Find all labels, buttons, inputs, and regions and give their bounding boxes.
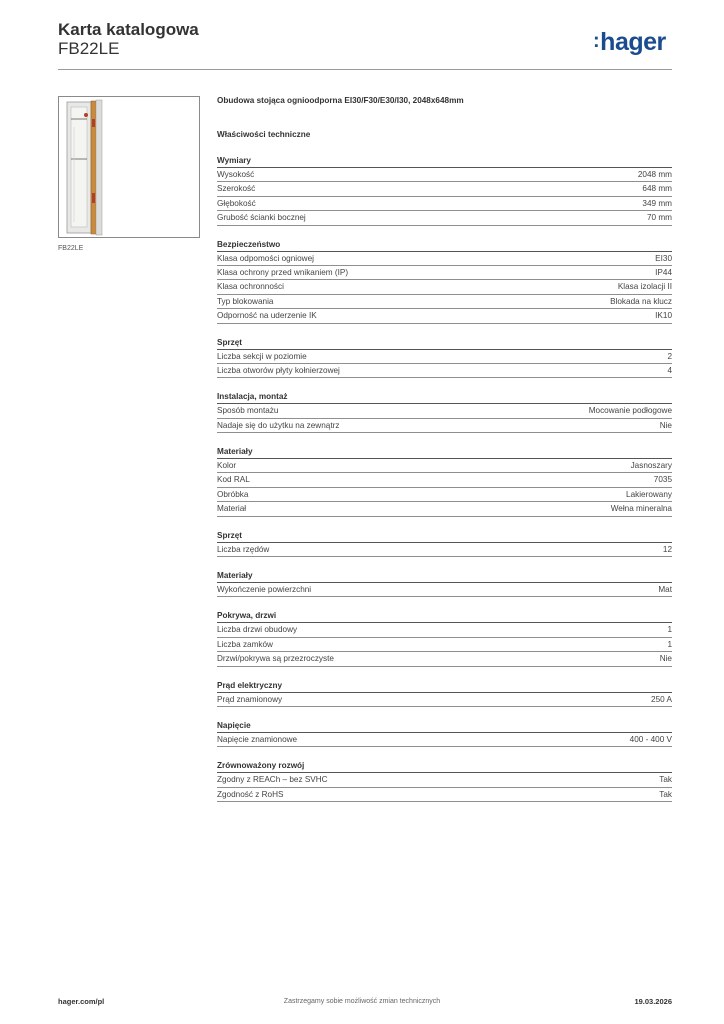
section-title: Wymiary <box>217 155 672 168</box>
spec-value: 250 A <box>651 694 672 704</box>
spec-row <box>217 252 672 266</box>
spec-section <box>217 155 672 226</box>
cabinet-illustration <box>59 97 199 237</box>
spec-label: Wysokość <box>217 170 255 179</box>
spec-row <box>217 211 672 225</box>
spec-row <box>217 788 672 802</box>
product-image <box>58 96 200 238</box>
page-title: Karta katalogowa <box>58 20 199 39</box>
section-title: Zrównoważony rozwój <box>217 760 672 773</box>
spec-row <box>217 502 672 516</box>
spec-label: Nadaje się do użytku na zewnątrz <box>217 420 340 430</box>
spec-section <box>217 680 672 707</box>
spec-value: Jasnoszary <box>630 461 672 471</box>
spec-row <box>217 652 672 666</box>
spec-row <box>217 182 672 196</box>
spec-value: EI30 <box>655 253 672 263</box>
spec-value: 2 <box>667 351 672 361</box>
product-description: Obudowa stojąca ognioodporna EI30/F30/E30/I30, 2048x648mm <box>217 96 464 105</box>
image-caption: FB22LE <box>58 245 84 252</box>
spec-row <box>217 197 672 211</box>
section-title: Materiały <box>217 446 672 459</box>
spec-label: Liczba zamków <box>217 639 273 649</box>
specs-heading: Właściwości techniczne <box>217 130 311 139</box>
footer-website: hager.com/pl <box>58 997 105 1006</box>
spec-row <box>217 543 672 557</box>
spec-row <box>217 693 672 707</box>
header-divider <box>58 69 672 70</box>
spec-section <box>217 446 672 517</box>
spec-value: Mocowanie podłogowe <box>588 406 672 416</box>
section-title: Pokrywa, drzwi <box>217 610 672 623</box>
footer-notice: Zastrzegamy sobie możliwość zmian technicznych <box>283 998 441 1005</box>
section-title: Sprzęt <box>217 337 672 350</box>
spec-sections <box>217 155 672 802</box>
spec-row <box>217 623 672 637</box>
spec-value: 70 mm <box>646 213 672 223</box>
spec-label: Sposób montażu <box>217 406 279 416</box>
spec-section <box>217 337 672 379</box>
spec-value: 4 <box>667 365 672 375</box>
spec-label: Obróbka <box>217 489 249 499</box>
footer-date: 19.03.2026 <box>634 997 672 1006</box>
spec-section <box>217 760 672 802</box>
spec-label: Drzwi/pokrywa są przezroczyste <box>217 654 334 664</box>
spec-value: Tak <box>659 789 672 799</box>
spec-row <box>217 266 672 280</box>
spec-value: Mat <box>658 585 672 595</box>
spec-row <box>217 583 672 597</box>
spec-label: Klasa ochronności <box>217 282 284 292</box>
spec-section <box>217 239 672 324</box>
spec-row <box>217 419 672 433</box>
spec-value: 1 <box>667 625 672 635</box>
spec-row <box>217 733 672 747</box>
spec-section <box>217 610 672 666</box>
spec-label: Liczba otworów płyty kołnierzowej <box>217 365 340 375</box>
spec-value: 1 <box>667 639 672 649</box>
spec-row <box>217 473 672 487</box>
spec-label: Zgodny z REACh – bez SVHC <box>217 775 328 785</box>
spec-sheet <box>217 96 672 802</box>
spec-row <box>217 459 672 473</box>
section-title: Instalacja, montaż <box>217 391 672 404</box>
spec-value: Nie <box>659 654 672 664</box>
spec-label: Szerokość <box>217 184 256 194</box>
spec-row <box>217 638 672 652</box>
spec-value: 12 <box>662 544 672 554</box>
spec-label: Liczba rzędów <box>217 544 270 554</box>
spec-section <box>217 570 672 597</box>
spec-label: Grubość ścianki bocznej <box>217 213 306 223</box>
spec-label: Klasa ochrony przed wnikaniem (IP) <box>217 267 349 277</box>
logo-text: hager <box>600 28 666 56</box>
spec-row <box>217 404 672 418</box>
section-title: Sprzęt <box>217 530 672 543</box>
spec-row <box>217 364 672 378</box>
spec-label: Typ blokowania <box>217 296 274 306</box>
spec-row <box>217 295 672 309</box>
spec-value: 2048 mm <box>637 170 672 179</box>
spec-value: Wełna mineralna <box>610 504 672 514</box>
spec-value: 7035 <box>653 475 672 485</box>
section-title: Prąd elektryczny <box>217 680 672 693</box>
spec-value: 400 - 400 V <box>629 734 672 744</box>
spec-label: Odporność na uderzenie IK <box>217 311 317 321</box>
spec-label: Kolor <box>217 461 237 471</box>
hager-logo: :hager <box>593 28 666 56</box>
spec-label: Napięcie znamionowe <box>217 734 298 744</box>
spec-label: Prąd znamionowy <box>217 694 283 704</box>
spec-row <box>217 280 672 294</box>
spec-label: Wykończenie powierzchni <box>217 585 312 595</box>
spec-value: IP44 <box>655 267 672 277</box>
spec-label: Zgodność z RoHS <box>217 789 284 799</box>
spec-section <box>217 720 672 747</box>
spec-value: 648 mm <box>642 184 672 194</box>
spec-label: Liczba drzwi obudowy <box>217 625 298 635</box>
spec-section <box>217 391 672 433</box>
spec-label: Materiał <box>217 504 247 514</box>
spec-value: Blokada na klucz <box>610 296 672 306</box>
spec-row <box>217 309 672 323</box>
spec-value: Klasa izolacji II <box>617 282 672 292</box>
spec-label: Głębokość <box>217 198 256 208</box>
spec-label: Klasa odpomości ogniowej <box>217 253 314 263</box>
spec-row <box>217 350 672 364</box>
section-title: Napięcie <box>217 720 672 733</box>
spec-value: Nie <box>659 420 672 430</box>
spec-label: Kod RAL <box>217 475 250 485</box>
spec-row <box>217 773 672 787</box>
spec-row <box>217 168 672 182</box>
spec-value: Lakierowany <box>626 489 672 499</box>
section-title: Bezpieczeństwo <box>217 239 672 252</box>
spec-section <box>217 530 672 557</box>
spec-value: IK10 <box>655 311 672 321</box>
spec-label: Liczba sekcji w poziomie <box>217 351 307 361</box>
section-title: Materiały <box>217 570 672 583</box>
page-subtitle: FB22LE <box>58 39 120 58</box>
spec-row <box>217 488 672 502</box>
spec-value: 349 mm <box>642 198 672 208</box>
spec-value: Tak <box>659 775 672 785</box>
